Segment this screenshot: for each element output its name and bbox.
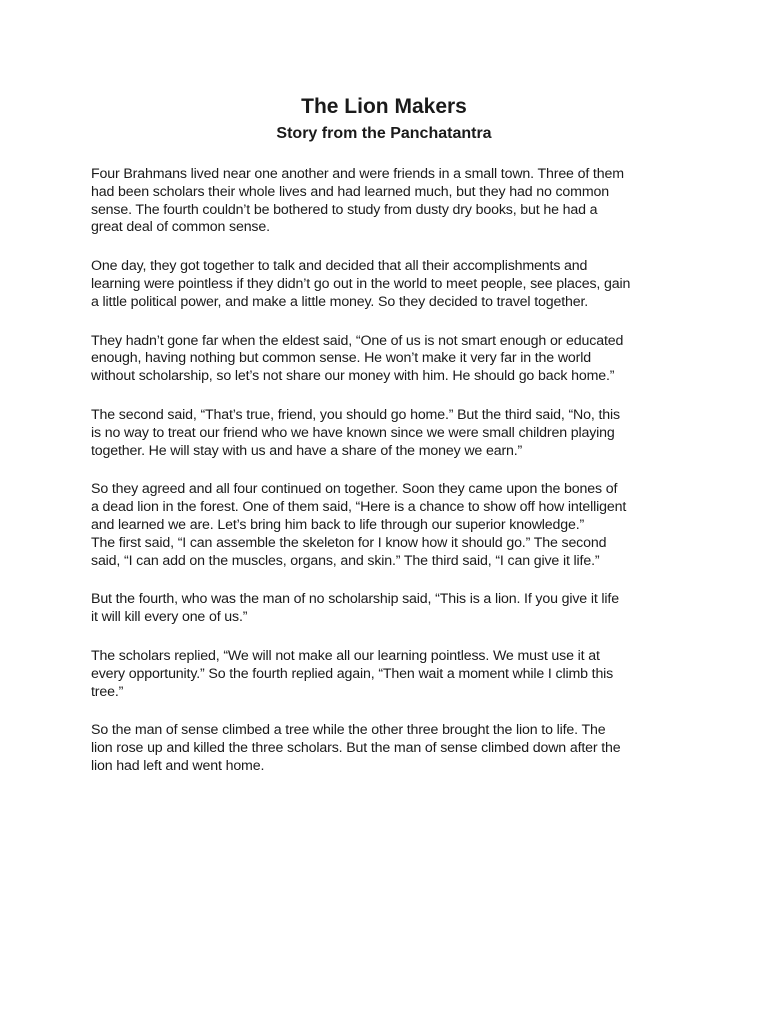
- paragraph-line: every opportunity.” So the fourth replied again, “Then wait a moment while I climb this: [91, 665, 614, 682]
- paragraph-line: So they agreed and all four continued on together. Soon they came upon the bones of: [91, 481, 618, 498]
- paragraph-line: lion had left and went home.: [91, 757, 265, 774]
- paragraph-line: enough, having nothing but common sense. He won’t make it very far in the world: [91, 350, 591, 367]
- paragraph: [91, 591, 691, 627]
- paragraph-line: One day, they got together to talk and decided that all their accomplishments and: [91, 258, 588, 275]
- paragraph-line: lion rose up and killed the three scholars. But the man of sense climbed down after the: [91, 740, 621, 757]
- paragraph-line: and learned we are. Let’s bring him back to life through our superior knowledge.”: [91, 516, 585, 533]
- paragraph: [91, 407, 691, 460]
- paragraph-line: a dead lion in the forest. One of them said, “Here is a chance to show off how intelligent: [91, 499, 627, 516]
- document-subtitle: Story from the Panchatantra: [276, 125, 492, 142]
- paragraph-line: sense. The fourth couldn’t be bothered to study from dusty dry books, but he had a: [91, 201, 598, 218]
- document-title: The Lion Makers: [301, 95, 467, 118]
- paragraph-line: The second said, “That’s true, friend, you should go home.” But the third said, “No, this: [91, 406, 620, 423]
- paragraph-line: learning were pointless if they didn’t go out in the world to meet people, see places, gain: [91, 275, 631, 292]
- paragraph: [91, 481, 691, 570]
- document-body: [91, 166, 691, 797]
- paragraph-line: The first said, “I can assemble the skeleton for I know how it should go.” The second: [91, 534, 607, 551]
- paragraph: [91, 333, 691, 386]
- paragraph-line: said, “I can add on the muscles, organs, and skin.” The third said, “I can give it life.”: [91, 552, 600, 569]
- paragraph-line: is no way to treat our friend who we have known since we were small children playing: [91, 424, 615, 441]
- paragraph-line: together. He will stay with us and have a share of the money we earn.”: [91, 442, 523, 459]
- paragraph: [91, 722, 691, 775]
- paragraph-line: Four Brahmans lived near one another and were friends in a small town. Three of them: [91, 166, 624, 182]
- paragraph: [91, 648, 691, 701]
- paragraph-line: tree.”: [91, 683, 124, 700]
- paragraph-line: great deal of common sense.: [91, 219, 270, 236]
- paragraph-line: So the man of sense climbed a tree while the other three brought the lion to life. The: [91, 722, 606, 739]
- paragraph-line: had been scholars their whole lives and had learned much, but they had no common: [91, 183, 609, 200]
- paragraph: [91, 258, 691, 311]
- paragraph-line: it will kill every one of us.”: [91, 609, 248, 626]
- paragraph-line: But the fourth, who was the man of no scholarship said, “This is a lion. If you give it life: [91, 591, 619, 608]
- paragraph-line: a little political power, and make a little money. So they decided to travel together.: [91, 293, 589, 310]
- paragraph-line: The scholars replied, “We will not make all our learning pointless. We must use it at: [91, 647, 600, 664]
- paragraph-line: They hadn’t gone far when the eldest said, “One of us is not smart enough or educated: [91, 332, 624, 349]
- paragraph-line: without scholarship, so let’s not share our money with him. He should go back home.”: [91, 368, 615, 385]
- paragraph: [91, 166, 691, 237]
